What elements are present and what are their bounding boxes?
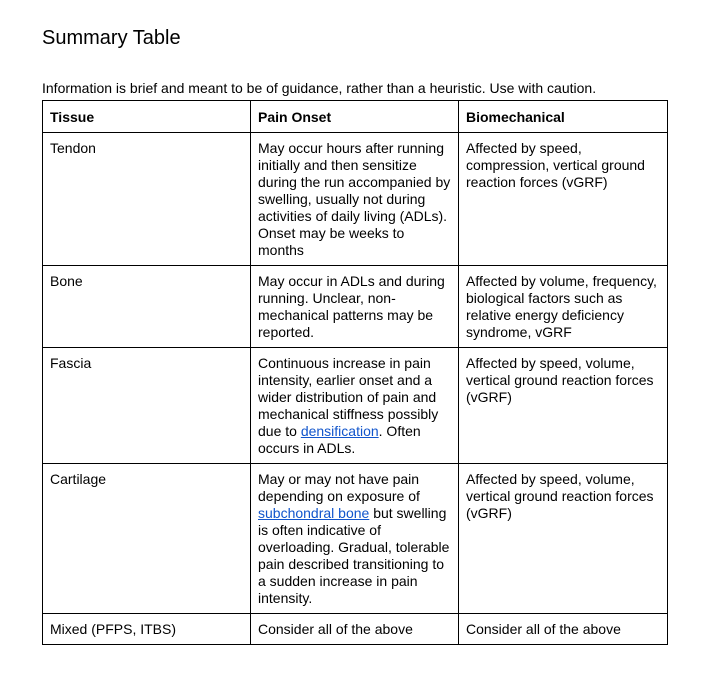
- densification-link[interactable]: densification: [300, 423, 379, 439]
- cell-text: . Often occurs in ADLs.: [258, 423, 421, 456]
- cell-pain-onset: May occur hours after running initially and then sensitize during the run accompanied by swelling, usually not during activities of daily living (ADLs). Onset may be weeks to months: [251, 133, 459, 266]
- cell-biomechanical: Consider all of the above: [459, 614, 668, 645]
- cell-tissue: Fascia: [43, 348, 251, 464]
- header-tissue: Tissue: [43, 101, 251, 133]
- cell-pain-onset: [251, 348, 459, 464]
- caution-note: Information is brief and meant to be of guidance, rather than a heuristic. Use with caution.: [42, 80, 597, 96]
- table-row-fascia: [43, 348, 668, 464]
- page-title: Summary Table: [42, 27, 181, 49]
- cell-text: but swelling is often indicative of overloading. Gradual, tolerable pain described transitioning to a sudden increase in pain intensity.: [258, 505, 450, 606]
- table-row-bone: [43, 266, 668, 348]
- table-header-row: [43, 101, 668, 133]
- subchondral-bone-link[interactable]: subchondral bone: [258, 505, 370, 521]
- table-row-tendon: [43, 133, 668, 266]
- header-pain-onset: Pain Onset: [251, 101, 459, 133]
- cell-tissue: Bone: [43, 266, 251, 348]
- cell-pain-onset: May occur in ADLs and during running. Unclear, non-mechanical patterns may be reported.: [251, 266, 459, 348]
- cell-biomechanical: Affected by volume, frequency, biological factors such as relative energy deficiency syndrome, vGRF: [459, 266, 668, 348]
- summary-table: [42, 100, 668, 645]
- header-biomechanical: Biomechanical: [459, 101, 668, 133]
- table-row-cartilage: [43, 464, 668, 614]
- cell-tissue: Tendon: [43, 133, 251, 266]
- cell-biomechanical: Affected by speed, volume, vertical ground reaction forces (vGRF): [459, 464, 668, 614]
- cell-tissue: Cartilage: [43, 464, 251, 614]
- cell-text: May or may not have pain depending on exposure of: [258, 471, 420, 504]
- cell-biomechanical: Affected by speed, compression, vertical ground reaction forces (vGRF): [459, 133, 668, 266]
- cell-text: Continuous increase in pain intensity, earlier onset and a wider distribution of pain and mechanical stiffness possibly due to: [258, 355, 439, 439]
- cell-tissue: Mixed (PFPS, ITBS): [43, 614, 251, 645]
- table-row-mixed: [43, 614, 668, 645]
- cell-pain-onset: [251, 464, 459, 614]
- cell-pain-onset: Consider all of the above: [251, 614, 459, 645]
- cell-biomechanical: Affected by speed, volume, vertical ground reaction forces (vGRF): [459, 348, 668, 464]
